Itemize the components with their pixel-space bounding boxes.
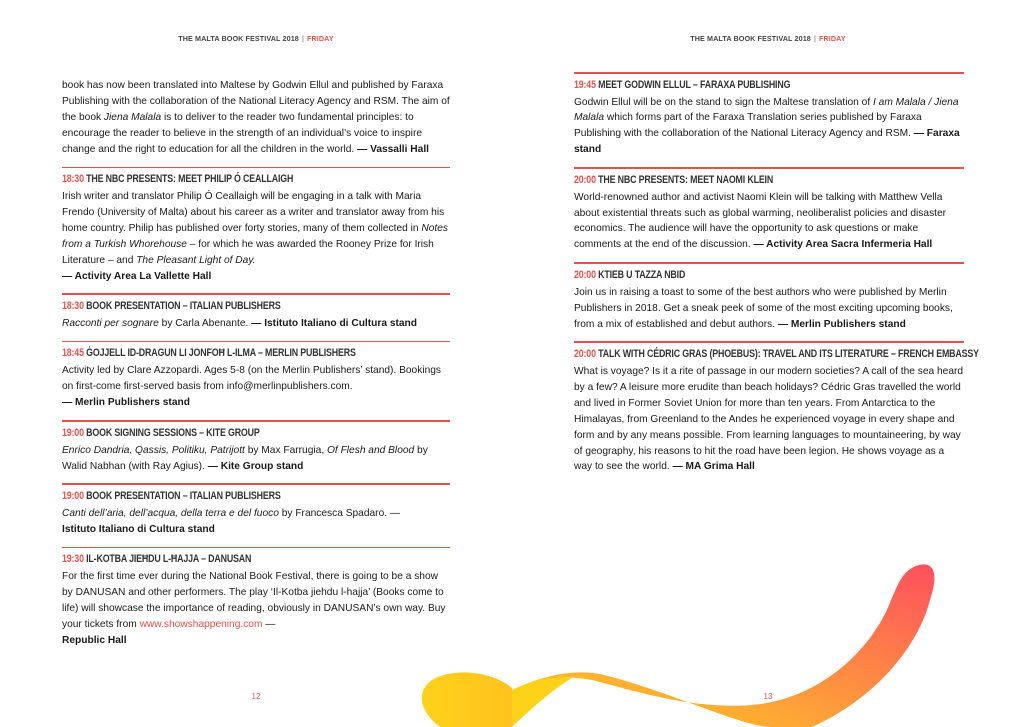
event-description [62,189,450,284]
event-item [62,420,450,474]
page-number: 13 [763,692,773,701]
right-page [512,0,1024,727]
event-text: Irish writer and translator Philip Ó Ceallaigh will be engaging in a talk with Maria Frendo (University of Malta) about his career as a writer and translator away from his home country. Philip has published over forty stories, many of them collected in [62,191,445,234]
event-text: – for which he was awarded the Rooney Prize for Irish Literature – and [62,238,434,266]
page-number: 12 [251,692,261,701]
event-heading [574,347,979,361]
event-divider [574,167,964,169]
event-book-title: Notes from a Turkish Whorehouse [62,222,449,250]
right-content [574,63,979,475]
event-title: ĠOJJELL ID-DRAGUN LI JONFOĦ L-ILMA – MERLIN PUBLISHERS [86,347,356,360]
event-venue: — Activity Area Sacra Infermeria Hall [753,239,933,251]
event-title: KTIEB U TAZZA NBID [598,268,686,281]
event-title: THE NBC PRESENTS: MEET PHILIP Ó CEALLAIGH [86,173,294,186]
event-heading [62,490,380,503]
event-book-title: The Pleasant Light of Day. [136,254,256,266]
event-text: Activity led by Clare Azzopardi. Ages 5-8 (on the Merlin Publishers’ stand). Bookings on first-come first-served basis from info@merlinpublishers.com. [62,365,442,393]
event-title: TALK WITH CÉDRIC GRAS (PHOEBUS): TRAVEL AND ITS LITERATURE – FRENCH EMBASSY [598,347,979,360]
event-item [62,547,450,649]
event-divider [62,547,450,549]
event-divider [62,483,450,485]
event-description [62,316,450,332]
event-venue: — Kite Group stand [207,460,304,472]
event-venue: — Merlin Publishers stand [62,397,190,409]
event-time: 19:30 [62,553,84,566]
intro-text-2: is to deliver to the reader two fundamental principles: to encourage the reader to believe in the strength of an individual’s voice to inspire change and the right to education for all the children in the world. [62,111,422,155]
event-time: 20:00 [574,173,596,186]
event-time: 19:45 [574,78,596,91]
event-divider [62,341,450,343]
event-book-title: Of Flesh and Blood [326,444,415,456]
event-text: For the first time ever during the National Book Festival, there is going to be a show by DANUSAN and other performers. The play ‘Il-Kotba jiehdu l-hajja’ (Books come to life) will showcase the importance of reading, obviously in DANUSAN’s own way. Buy your tickets from [62,571,446,630]
event-time: 18:30 [62,173,84,186]
event-heading [574,79,894,92]
header-separator: | [813,34,817,43]
intro-text: book has now been translated into Maltese by Godwin Ellul and published by Faraxa Publishing with the collaboration of the National Literacy Agency and RSM. The aim of the book [62,80,450,123]
festival-title: THE MALTA BOOK FESTIVAL 2018 [178,34,299,43]
event-venue: — Faraxa stand [574,128,960,156]
event-venue: — Istituto Italiano di Cultura stand [251,317,418,329]
event-divider [62,293,450,295]
event-description [574,95,964,159]
event-text: by Carla Abenante. [158,317,252,329]
event-description [62,569,450,649]
left-content [62,78,450,649]
event-book-title: Racconti per sognare [62,317,159,329]
event-heading [62,300,380,313]
event-description [62,363,450,411]
event-title: THE NBC PRESENTS: MEET NAOMI KLEIN [598,173,774,186]
event-title: BOOK PRESENTATION – ITALIAN PUBLISHERS [86,489,281,502]
intro-venue: — Vassalli Hall [357,143,429,155]
event-divider [574,72,964,74]
event-title: BOOK SIGNING SESSIONS – KITE GROUP [86,426,260,439]
event-heading [62,173,380,186]
event-venue: — Merlin Publishers stand [777,318,906,330]
event-item [574,72,964,158]
event-text: — [262,618,276,630]
event-description [62,443,450,475]
event-title: IL-KOTBA JIEĦDU L-ĦAJJA – DANUSAN [86,553,252,566]
event-description [574,190,964,254]
event-venue: Republic Hall [62,634,127,646]
event-heading [574,269,894,282]
event-book-title: Canti dell’aria, dell’acqua, della terra e del fuoco [62,507,279,519]
event-book-title: Enrico Dandria, Qassis, Politiku, Patrijott [62,444,245,456]
tickets-link[interactable]: www.showshappening.com [139,618,263,630]
intro-paragraph [62,78,450,158]
event-text: by Francesca Spadaro. — [278,507,401,519]
event-item [574,341,979,475]
event-divider [62,167,450,169]
event-time: 20:00 [574,268,596,281]
event-heading [62,347,380,360]
event-divider [574,262,964,264]
event-venue: — MA Grima Hall [672,461,755,473]
running-head [512,34,1024,43]
event-description [574,285,964,333]
event-item [62,341,450,411]
event-text: by Max Farrugia, [244,444,327,456]
event-text: Join us in raising a toast to some of the best authors who were published by Merlin Publishers in 2018. Get a sneak peek of some of the most exciting upcoming books, from a mix of established and debut authors. [574,286,953,330]
event-time: 19:00 [62,489,84,502]
event-description [62,506,450,538]
event-item [62,167,450,285]
event-description [574,364,964,475]
event-time: 19:00 [62,426,84,439]
event-text: which forms part of the Faraxa Translation series published by Faraxa Publishing with the collaboration of the National Literacy Agency and RSM. [574,112,922,140]
event-heading [62,553,380,566]
festival-title: THE MALTA BOOK FESTIVAL 2018 [690,34,811,43]
event-time: 18:45 [62,347,84,360]
event-text: Godwin Ellul will be on the stand to sign the Maltese translation of [574,96,873,108]
header-separator: | [301,34,305,43]
event-heading [62,427,380,440]
event-time: 20:00 [574,347,596,360]
event-divider [574,341,964,343]
day-label: FRIDAY [819,34,846,43]
event-text: World-renowned author and activist Naomi Klein will be talking with Matthew Vella about existential threats such as global warming, neoliberalist policies and disaster economics. The audience will have the opportunity to ask questions or make comments at the end of the discussion. [574,191,947,251]
event-text: by Walid Nabhan (with Ray Agius). [62,444,428,472]
event-venue: — Activity Area La Vallette Hall [62,270,212,282]
event-venue: Istituto Italiano di Cultura stand [62,523,215,535]
event-item [62,293,450,331]
event-item [574,167,964,253]
event-time: 18:30 [62,299,84,312]
event-book-title: I am Malala / Jiena Malala [574,96,959,124]
day-label: FRIDAY [307,34,334,43]
event-title: BOOK PRESENTATION – ITALIAN PUBLISHERS [86,299,281,312]
event-item [574,262,964,332]
running-head [0,34,512,43]
event-item [62,483,450,537]
event-text: What is voyage? Is it a rite of passage in our modern societies? A call of the sea heard by a few? A leisure more erudite than beach holidays? Cédric Gras travelled the world and lived in Former Soviet Union for more than ten years. From Antarctica to the Himalayas, from Greenland to the Andes he experienced voyage in every shape and form and by any means possible. From learning languages to mountaineering, by way of geography, his reasons to hit the road have been legion. He shows voyage as a way to see the world. [574,365,964,473]
event-title: MEET GODWIN ELLUL – FARAXA PUBLISHING [598,78,791,91]
intro-book-title: Jiena Malala [103,111,162,123]
event-heading [574,174,894,187]
event-divider [62,420,450,422]
